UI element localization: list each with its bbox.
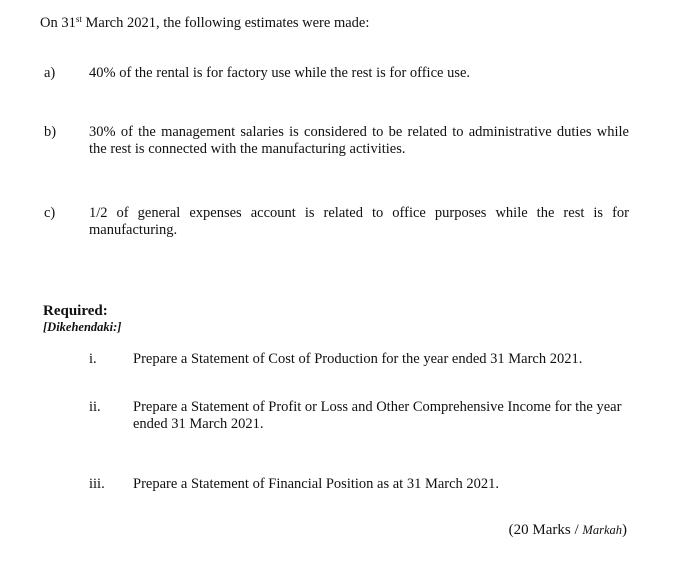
- marks-italic-word: Markah: [582, 523, 622, 537]
- required-heading: Required:: [43, 303, 108, 319]
- intro-ordinal-superscript: st: [75, 14, 82, 24]
- task-numeral-i: i.: [89, 351, 97, 367]
- marks-close: ): [622, 522, 627, 538]
- task-text-ii: Prepare a Statement of Profit or Loss and Other Comprehensive Income for the year ended 31 March 2021.: [133, 399, 622, 432]
- intro-suffix: March 2021, the following estimates were made:: [81, 15, 370, 31]
- estimate-label-a: a): [44, 65, 56, 81]
- estimate-text-c: 1/2 of general expenses account is related to office purposes while the rest is for manufacturing.: [89, 205, 629, 238]
- required-heading-translation: [Dikehendaki:]: [43, 320, 122, 334]
- task-text-iii: Prepare a Statement of Financial Position as at 31 March 2021.: [133, 476, 500, 492]
- task-numeral-ii: ii.: [89, 399, 101, 415]
- task-numeral-iii: iii.: [89, 476, 105, 492]
- estimate-label-c: c): [44, 205, 56, 221]
- estimate-label-b: b): [44, 124, 57, 140]
- estimate-text-b: 30% of the management salaries is considered to be related to administrative duties while the rest is connected with the manufacturing activities.: [89, 124, 629, 157]
- task-text-i: Prepare a Statement of Cost of Production for the year ended 31 March 2021.: [133, 351, 583, 367]
- estimate-text-a: 40% of the rental is for factory use while the rest is for office use.: [89, 65, 471, 81]
- intro-sentence: [40, 15, 369, 32]
- marks-open: (20 Marks /: [508, 522, 583, 538]
- intro-prefix: On 31: [40, 15, 76, 31]
- marks-allocation: [509, 522, 627, 539]
